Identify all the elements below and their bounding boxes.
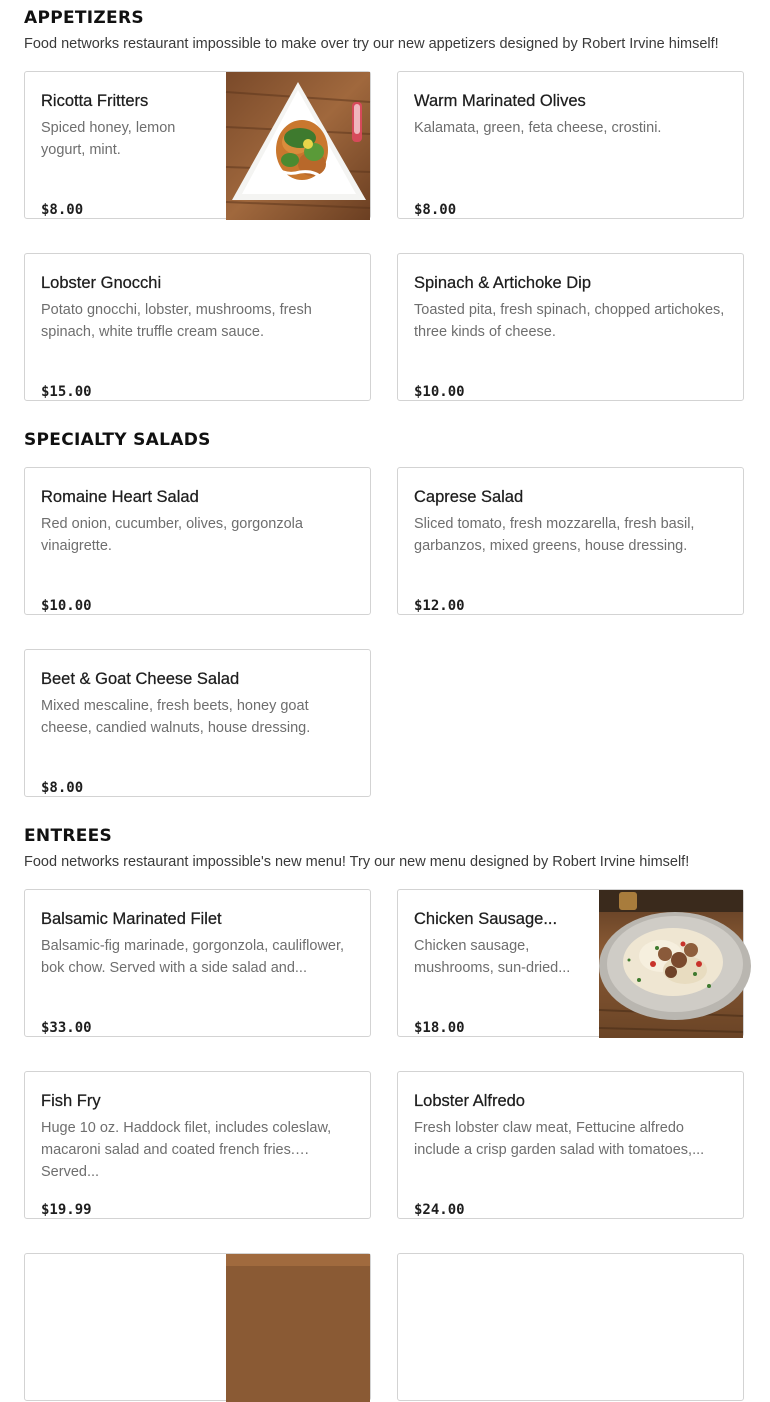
item-price: $18.00: [414, 1020, 465, 1036]
item-price: $8.00: [41, 780, 84, 796]
item-name: Ricotta Fritters: [41, 92, 149, 110]
item-description: Kalamata, green, feta cheese, crostini.: [414, 120, 662, 136]
menu-item-chicken-sausage[interactable]: [397, 889, 744, 1037]
item-name: Balsamic Marinated Filet: [41, 910, 222, 928]
section-description-appetizers: Food networks restaurant impossible to make over try our new appetizers designed by Robert Irvine himself!: [24, 36, 719, 52]
item-description: Red onion, cucumber, olives, gorgonzola vinaigrette.: [41, 516, 303, 554]
item-name: Chicken Sausage...: [414, 910, 558, 928]
section-title-entrees: ENTREES: [24, 826, 113, 846]
menu-item-romaine-heart-salad[interactable]: [24, 467, 371, 615]
item-name: Beet & Goat Cheese Salad: [41, 670, 240, 688]
food-photo: [226, 1254, 370, 1402]
item-price: $12.00: [414, 598, 465, 614]
item-description: Huge 10 oz. Haddock filet, includes coleslaw, macaroni salad and coated french fries. Served...: [41, 1120, 332, 1180]
item-name: Spinach & Artichoke Dip: [414, 274, 592, 292]
item-description: Balsamic-fig marinade, gorgonzola, cauliflower, bok chow. Served with a side salad and...: [41, 938, 345, 976]
menu-item-lobster-gnocchi[interactable]: [24, 253, 371, 401]
item-description: Mixed mescaline, fresh beets, honey goat cheese, candied walnuts, house dressing.: [41, 698, 311, 736]
item-description: Toasted pita, fresh spinach, chopped artichokes, three kinds of cheese.: [414, 302, 725, 340]
section-title-specialty-salads: SPECIALTY SALADS: [24, 430, 211, 450]
item-price: $10.00: [414, 384, 465, 400]
item-description: Fresh lobster claw meat, Fettucine alfredo include a crisp garden salad with tomatoes,...: [414, 1120, 705, 1158]
item-name: Warm Marinated Olives: [414, 92, 586, 110]
item-name: Lobster Gnocchi: [41, 274, 162, 292]
item-price: $10.00: [41, 598, 92, 614]
menu-item-balsamic-marinated-filet[interactable]: [24, 889, 371, 1037]
menu-item-partial-right[interactable]: [397, 1253, 744, 1401]
item-price: $15.00: [41, 384, 92, 400]
chicken-sausage-photo: [599, 890, 743, 1038]
menu-item-ricotta-fritters[interactable]: [24, 71, 371, 219]
menu-item-partial-left[interactable]: [24, 1253, 371, 1401]
item-description: Potato gnocchi, lobster, mushrooms, fresh spinach, white truffle cream sauce.: [41, 302, 312, 340]
item-price: $24.00: [414, 1202, 465, 1218]
item-name: Lobster Alfredo: [414, 1092, 525, 1110]
fritters-photo: [226, 72, 370, 220]
item-name: Romaine Heart Salad: [41, 488, 199, 506]
item-description: Spiced honey, lemon yogurt, mint.: [41, 120, 176, 158]
item-description: Chicken sausage, mushrooms, sun-dried...: [414, 938, 571, 976]
item-name: Fish Fry: [41, 1092, 101, 1110]
section-title-appetizers: APPETIZERS: [24, 8, 144, 28]
item-price: $8.00: [414, 202, 457, 218]
menu-item-fish-fry[interactable]: [24, 1071, 371, 1219]
item-name: Caprese Salad: [414, 488, 524, 506]
menu-item-spinach-artichoke-dip[interactable]: [397, 253, 744, 401]
item-price: $33.00: [41, 1020, 92, 1036]
section-description-entrees: Food networks restaurant impossible's new menu! Try our new menu designed by Robert Irvine himself!: [24, 854, 690, 870]
item-price: $19.99: [41, 1202, 92, 1218]
menu-item-beet-goat-cheese-salad[interactable]: [24, 649, 371, 797]
item-price: $8.00: [41, 202, 84, 218]
item-description: Sliced tomato, fresh mozzarella, fresh basil, garbanzos, mixed greens, house dressing.: [414, 516, 695, 554]
menu-item-caprese-salad[interactable]: [397, 467, 744, 615]
menu-item-lobster-alfredo[interactable]: [397, 1071, 744, 1219]
menu-item-warm-marinated-olives[interactable]: [397, 71, 744, 219]
